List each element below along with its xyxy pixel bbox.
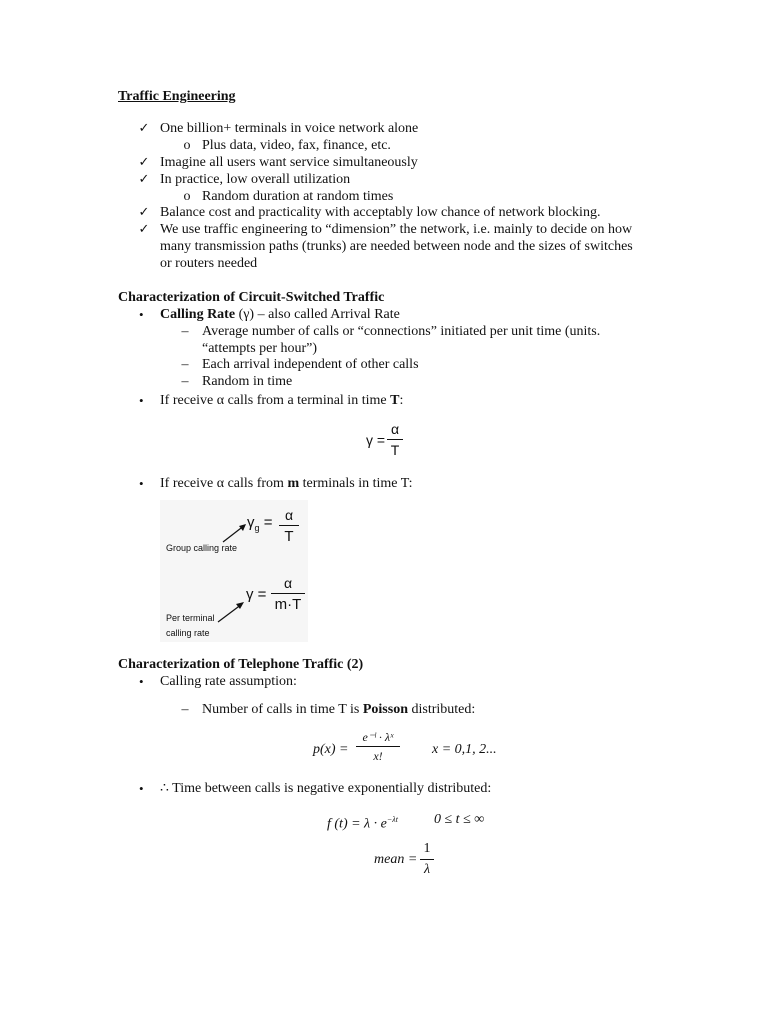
poisson-fraction: [356, 731, 400, 762]
exponential-exponent: −λt: [386, 815, 398, 824]
calling-rate-line: [160, 306, 400, 323]
calling-rate-definition: (γ) – also called Arrival Rate: [235, 307, 400, 322]
equation-gamma-lhs: γ =: [366, 432, 386, 448]
equals-sign: =: [263, 514, 273, 531]
text-fragment: :: [399, 393, 404, 408]
group-gamma: [247, 514, 272, 537]
dash-marker: –: [181, 357, 189, 372]
fraction-numerator: 1: [423, 841, 431, 856]
fraction-bar: [279, 525, 299, 526]
mean-fraction: [420, 842, 434, 877]
bullet-marker: •: [139, 307, 144, 322]
poisson-lhs: p(x) =: [313, 742, 349, 757]
text-fragment: If receive: [160, 393, 217, 408]
exponential-line: ∴ Time between calls is negative exponentially distributed:: [160, 781, 492, 796]
sub-bullet-item: Plus data, video, fax, finance, etc.: [202, 138, 391, 153]
text-fragment: calls from a terminal in time: [224, 393, 391, 408]
per-terminal-label-2: calling rate: [166, 628, 210, 638]
section-title-circuit-switched: Characterization of Circuit-Switched Traffic: [118, 290, 385, 305]
group-calling-rate-label: Group calling rate: [166, 543, 238, 553]
text-fragment: Number of calls in time T is: [202, 702, 363, 717]
exponential-body: f (t) = λ · e: [327, 816, 387, 832]
check-mark-icon: ✓: [138, 155, 150, 170]
bullet-marker: •: [139, 781, 144, 796]
bullet-item: Imagine all users want service simultaneously: [160, 155, 418, 170]
fraction-bar: [356, 746, 400, 747]
section-title-traffic-engineering: Traffic Engineering: [118, 89, 236, 104]
bullet-marker: •: [139, 674, 144, 689]
if-receive-single-terminal: [160, 392, 403, 409]
fraction-numerator: α: [390, 421, 400, 437]
poisson-term: Poisson: [362, 702, 408, 717]
text-fragment: terminals in time T:: [299, 476, 413, 491]
fraction-bar: [271, 593, 305, 594]
mean-lhs: mean =: [374, 852, 418, 867]
dash-marker: –: [181, 324, 189, 339]
section-title-telephone-traffic: Characterization of Telephone Traffic (2): [118, 657, 364, 672]
fraction-bar: [420, 859, 434, 860]
sub-bullet-marker: o: [183, 189, 191, 204]
check-mark-icon: ✓: [138, 222, 150, 237]
fraction-denominator: T: [284, 528, 294, 545]
bullet-item: In practice, low overall utilization: [160, 172, 351, 187]
per-terminal-gamma: γ =: [246, 586, 267, 603]
check-mark-icon: ✓: [138, 205, 150, 220]
text-fragment: If receive: [160, 476, 217, 491]
fraction-numerator: e⁻ˡ · λˣ: [362, 730, 394, 744]
fraction-denominator: T: [390, 442, 400, 458]
sub-bullet-item: Random duration at random times: [202, 189, 394, 204]
dash-item-average: Average number of calls or “connections” initiated per unit time (units.: [202, 324, 601, 339]
fraction-denominator: x!: [373, 749, 383, 763]
bullet-item: Balance cost and practicality with acceptably low chance of network blocking.: [160, 205, 601, 220]
bullet-marker: •: [139, 476, 144, 491]
calling-rate-assumption: Calling rate assumption:: [160, 674, 297, 689]
fraction-bar: [387, 439, 403, 440]
equation-gamma-fraction: [387, 422, 403, 457]
per-terminal-fraction: [271, 576, 305, 612]
bullet-item: or routers needed: [160, 256, 258, 271]
group-fraction: [279, 508, 299, 544]
bullet-item: many transmission paths (trunks) are needed between node and the sizes of switches: [160, 239, 633, 254]
fraction-denominator: m·T: [274, 596, 302, 613]
check-mark-icon: ✓: [138, 121, 150, 136]
exponential-range: 0 ≤ t ≤ ∞: [434, 812, 485, 827]
text-fragment: calls from: [224, 476, 288, 491]
per-terminal-label-1: Per terminal: [166, 613, 215, 623]
poisson-line: [202, 701, 475, 718]
exponential-equation: [327, 811, 398, 833]
fraction-numerator: α: [284, 507, 294, 523]
bullet-marker: •: [139, 393, 144, 408]
bullet-item: One billion+ terminals in voice network alone: [160, 121, 419, 136]
fraction-numerator: α: [283, 575, 293, 591]
group-subscript: g: [254, 523, 260, 533]
sub-bullet-marker: o: [183, 138, 191, 153]
group-arrowhead: [239, 524, 246, 531]
fraction-denominator: λ: [423, 862, 431, 877]
terminal-count-symbol: m: [287, 476, 300, 491]
dash-marker: –: [181, 374, 189, 389]
calling-rate-term: Calling Rate: [160, 307, 236, 322]
gamma-symbol: γ: [247, 514, 255, 531]
poisson-range: x = 0,1, 2...: [432, 742, 497, 757]
check-mark-icon: ✓: [138, 172, 150, 187]
if-receive-multiple-terminals: [160, 475, 413, 492]
text-fragment: distributed:: [407, 702, 476, 717]
time-symbol: T: [390, 393, 400, 408]
alpha-symbol: α: [216, 476, 225, 491]
dash-item-attempts: “attempts per hour”): [202, 341, 318, 356]
dash-item-independent: Each arrival independent of other calls: [202, 357, 419, 372]
alpha-symbol: α: [216, 393, 225, 408]
dash-item-random: Random in time: [202, 374, 293, 389]
dash-marker: –: [181, 702, 189, 717]
calling-rate-diagram: [160, 500, 308, 642]
bullet-item: We use traffic engineering to “dimension” the network, i.e. mainly to decide on how: [160, 222, 633, 237]
